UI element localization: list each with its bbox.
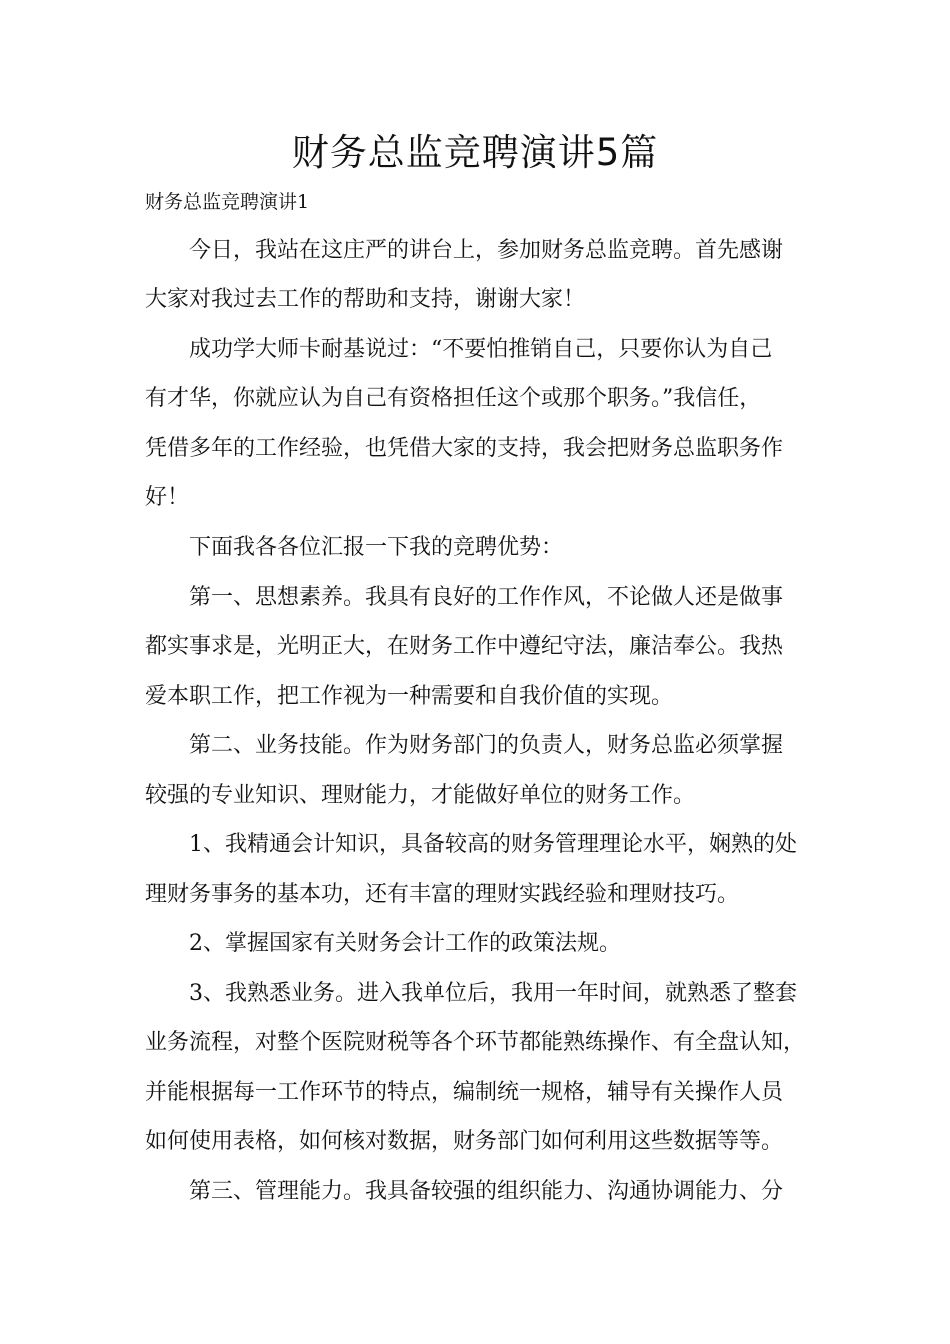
paragraph-line: 理财务事务的基本功，还有丰富的理财实践经验和理财技巧。 <box>145 882 740 907</box>
paragraph-line: 下面我各各位汇报一下我的竞聘优势： <box>189 535 564 560</box>
paragraph-line: 第二、业务技能。作为财务部门的负责人，财务总监必须掌握 <box>189 733 784 758</box>
paragraph-line: 如何使用表格，如何核对数据，财务部门如何利用这些数据等等。 <box>145 1129 784 1154</box>
paragraph-line: 大家对我过去工作的帮助和支持，谢谢大家！ <box>145 287 586 312</box>
paragraph-line: 并能根据每一工作环节的特点，编制统一规格，辅导有关操作人员 <box>145 1080 784 1105</box>
paragraph-line: 第三、管理能力。我具备较强的组织能力、沟通协调能力、分 <box>189 1179 784 1204</box>
paragraph-line: 3、我熟悉业务。进入我单位后，我用一年时间，就熟悉了整套 <box>189 981 797 1006</box>
paragraph-line: 第一、思想素养。我具有良好的工作作风，不论做人还是做事 <box>189 585 784 610</box>
paragraph-line: 都实事求是，光明正大，在财务工作中遵纪守法，廉洁奉公。我热 <box>145 634 784 659</box>
document-title: 财务总监竞聘演讲5篇 <box>291 131 659 174</box>
paragraph-line: 成功学大师卡耐基说过：“不要怕推销自己，只要你认为自己 <box>189 337 773 362</box>
paragraph-line: 业务流程，对整个医院财税等各个环节都能熟练操作、有全盘认知， <box>145 1030 806 1055</box>
paragraph-line: 2、掌握国家有关财务会计工作的政策法规。 <box>189 931 621 956</box>
paragraph-line: 今日，我站在这庄严的讲台上，参加财务总监竞聘。首先感谢 <box>189 238 784 263</box>
section-heading: 财务总监竞聘演讲1 <box>145 191 310 213</box>
paragraph-line: 较强的专业知识、理财能力，才能做好单位的财务工作。 <box>145 783 696 808</box>
paragraph-line: 凭借多年的工作经验，也凭借大家的支持，我会把财务总监职务作 <box>145 436 784 461</box>
paragraph-line: 爱本职工作，把工作视为一种需要和自我价值的实现。 <box>145 684 674 709</box>
paragraph-line: 有才华，你就应认为自己有资格担任这个或那个职务。”我信任， <box>145 386 762 411</box>
paragraph-line: 好！ <box>145 485 190 510</box>
paragraph-line: 1、我精通会计知识，具备较高的财务管理理论水平，娴熟的处 <box>189 832 797 857</box>
